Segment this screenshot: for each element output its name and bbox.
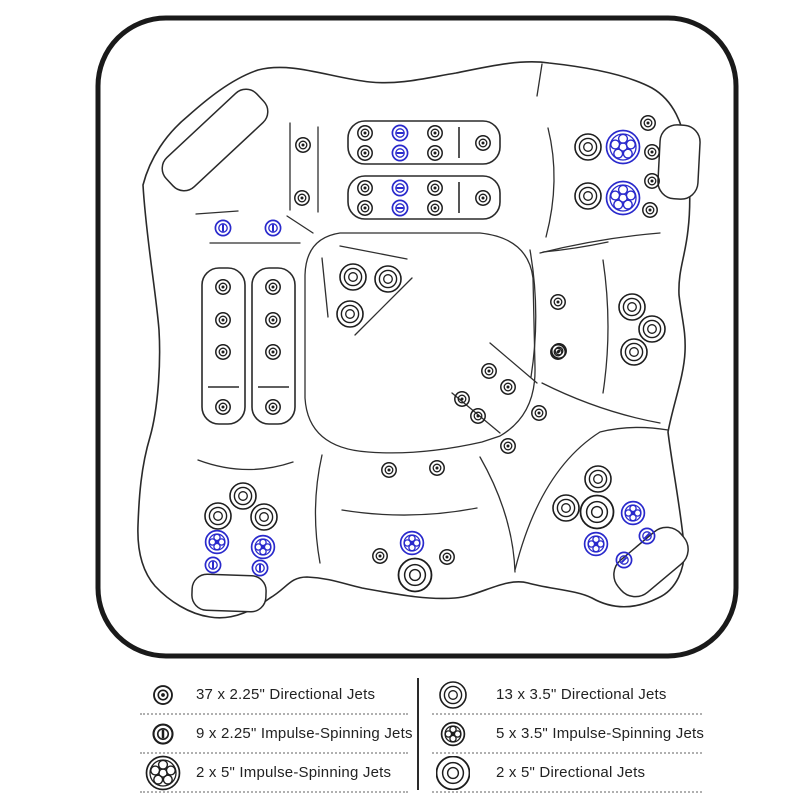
jet-3.5in-impulse-spinning [622, 502, 645, 525]
jet-2.25in-directional-icon [140, 684, 186, 706]
jet-3.5in-impulse-spinning [401, 532, 424, 555]
legend-label: 2 x 5" Impulse-Spinning Jets [196, 764, 392, 781]
jet-3.5in-impulse-spinning-icon [432, 721, 474, 747]
jet-2.25in-impulse-spinning-icon [140, 723, 186, 745]
legend-label: 2 x 5" Directional Jets [496, 764, 646, 781]
legend-label: 37 x 2.25" Directional Jets [196, 686, 376, 703]
legend-column-right [432, 676, 705, 793]
legend-item [432, 754, 702, 793]
legend-item [140, 754, 408, 793]
legend-divider [417, 678, 419, 790]
legend-item [140, 676, 408, 715]
legend-label: 13 x 3.5" Directional Jets [496, 686, 667, 703]
legend-item [140, 715, 413, 754]
pillow-right [657, 124, 701, 200]
jet-5in-directional-icon [432, 756, 474, 790]
legend-label: 9 x 2.25" Impulse-Spinning Jets [196, 725, 413, 742]
jet-5in-impulse-spinning-icon [140, 755, 186, 791]
pillow-bottom-left [191, 574, 266, 613]
legend [0, 670, 800, 800]
jet-3.5in-impulse-spinning [585, 533, 608, 556]
jet-3.5in-impulse-spinning [206, 531, 229, 554]
jet-3.5in-directional-icon [432, 681, 474, 709]
legend-column-left [140, 676, 413, 793]
legend-item [432, 676, 702, 715]
legend-label: 5 x 3.5" Impulse-Spinning Jets [496, 725, 705, 742]
jet-3.5in-impulse-spinning [252, 536, 275, 559]
legend-item [432, 715, 705, 754]
